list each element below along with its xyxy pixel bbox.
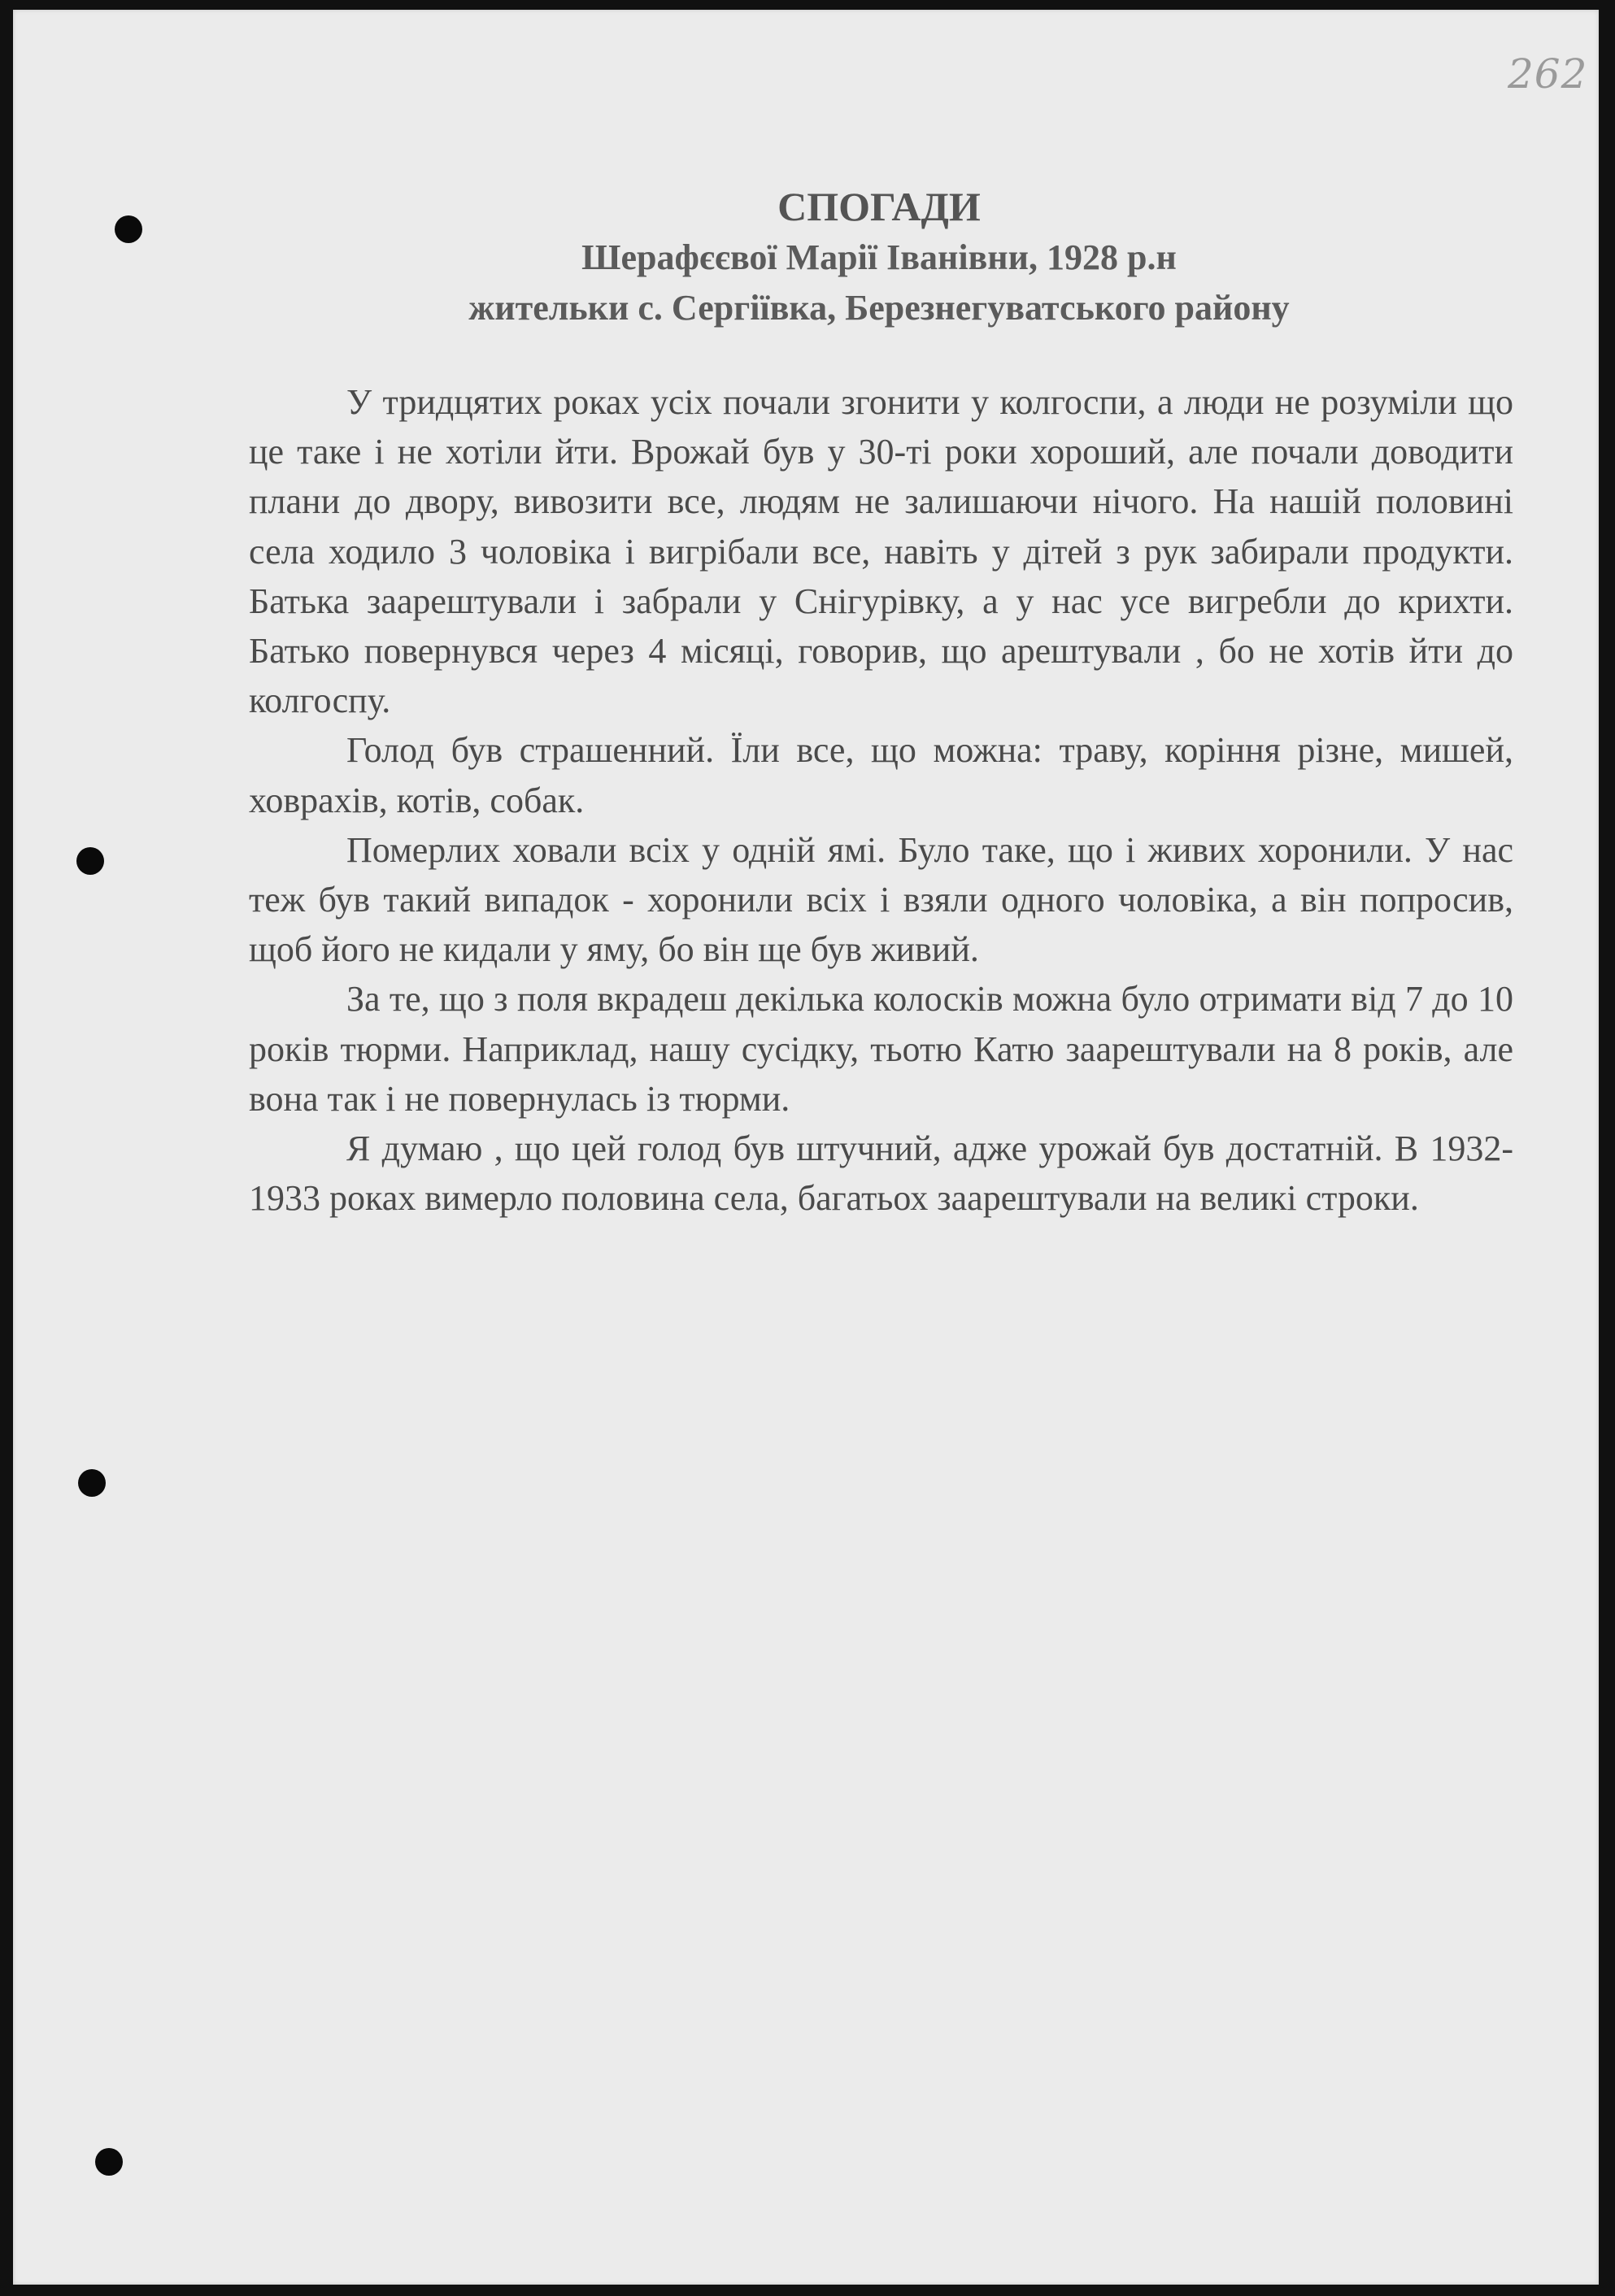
document-subtitle-name: Шерафєєвої Марії Іванівни, 1928 р.н xyxy=(581,237,1177,277)
punch-hole xyxy=(76,847,104,875)
punch-hole xyxy=(78,1469,106,1497)
document-title: СПОГАДИ xyxy=(777,184,981,229)
paragraph: Померлих ховали всіх у одній ямі. Було таке, що і живих хоронили. У нас теж був такий випадок - хоронили всіх і взяли одного чоловіка, а він попросив, щоб його не кидали у яму, бо він ще був живий. xyxy=(249,829,1513,970)
punch-hole xyxy=(95,2148,123,2176)
punch-hole xyxy=(115,215,142,243)
paragraph: У тридцятих роках усіх почали згонити у колгоспи, а люди не розуміли що це таке і не хотіли йти. Врожай був у 30-ті роки хороший, але почали доводити плани до двору, вивозити все, людям не залишаючи нічого. На нашій половині села ходило 3 чоловіка і вигрібали все, навіть у дітей з рук забирали продукти. Батька заарештували і забрали у Снігурівку, а у нас усе вигребли до крихти. Батько повернувся через 4 місяці, говорив, що арештували , бо не хотів йти до колгоспу. xyxy=(249,382,1513,721)
paragraph: Голод був страшенний. Їли все, що можна: траву, коріння різне, мишей, ховрахів, котів, собак. xyxy=(249,730,1513,820)
page-number: 262 xyxy=(1508,50,1588,98)
document-header xyxy=(241,180,1517,333)
document-page xyxy=(13,10,1599,2285)
paragraph: За те, що з поля вкрадеш декілька колосків можна було отримати від 7 до 10 років тюрми. Наприклад, нашу сусідку, тьотю Катю заарештували на 8 років, але вона так і не повернулась із тюрми. xyxy=(249,979,1513,1119)
document-subtitle-residence: жительки с. Сергіївка, Березнегуватського району xyxy=(468,288,1290,328)
paragraph: Я думаю , що цей голод був штучний, адже урожай був достатній. В 1932-1933 роках вимерло половина села, багатьох заарештували на великі строки. xyxy=(249,1128,1513,1219)
document-body xyxy=(249,377,1513,1223)
